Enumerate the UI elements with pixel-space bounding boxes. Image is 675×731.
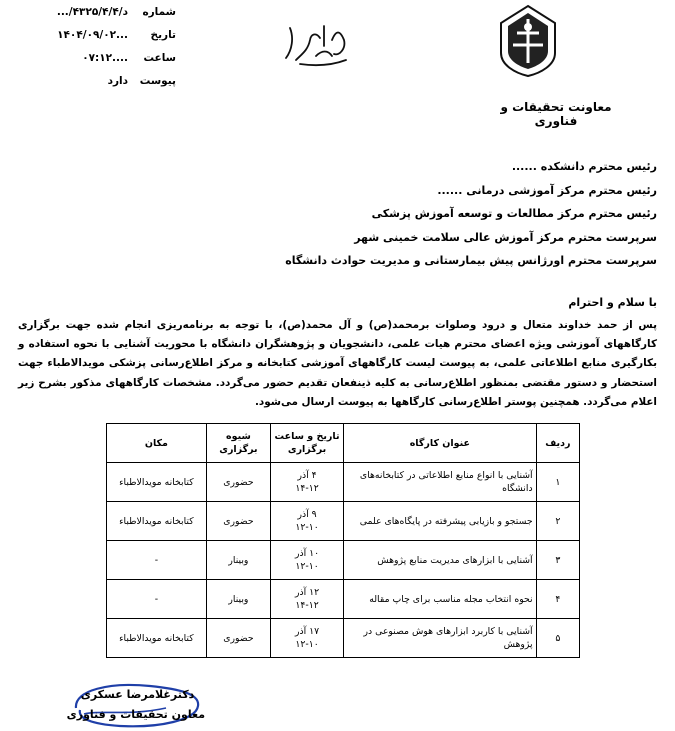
time-value: ۰۷:۱۲.... — [82, 52, 128, 64]
row-number: ۳ — [536, 541, 579, 580]
row-title: جستجو و بازیابی پیشرفته در پایگاه‌های علمی — [344, 502, 537, 541]
university-logo — [493, 3, 563, 78]
table-row — [107, 580, 580, 619]
row-datetime — [271, 580, 344, 619]
row-title: آشنایی با ابزارهای مدیریت منابع پژوهش — [344, 541, 537, 580]
greeting: با سلام و احترام — [568, 296, 657, 309]
row-number: ۱ — [536, 463, 579, 502]
row-time: ۱۴-۱۲ — [295, 483, 319, 494]
row-datetime — [271, 502, 344, 541]
time-row — [6, 52, 176, 75]
number-row — [6, 6, 176, 29]
signatory-title: معاون تحقیقات و فناوری — [66, 708, 205, 721]
date-row — [6, 29, 176, 52]
recipient-line: سرپرست محترم اورژانس پیش بیمارستانی و مدیریت حوادث دانشگاه — [285, 254, 657, 267]
row-datetime — [271, 463, 344, 502]
number-value: د/۴۳۲۵/۴/۴/... — [56, 6, 128, 18]
header-title: عنوان کارگاه — [344, 424, 537, 463]
attachment-label: پیوست — [139, 75, 176, 87]
row-date: ۱۲ آذر — [294, 587, 320, 598]
row-place: کتابخانه مویدالاطباء — [107, 619, 207, 658]
letter-metadata — [6, 6, 176, 98]
recipients-list — [157, 160, 657, 278]
recipient-line: رئیس محترم مرکز آموزشی درمانی ...... — [437, 183, 657, 197]
row-datetime — [271, 619, 344, 658]
row-title: آشنایی با انواع منابع اطلاعاتی در کتابخانه‌های دانشگاه — [344, 463, 537, 502]
row-mode: وبینار — [206, 580, 270, 619]
recipient-line: رئیس محترم مرکز مطالعات و توسعه آموزش پزشکی — [371, 207, 657, 220]
row-number: ۴ — [536, 580, 579, 619]
department-title: معاونت تحقیقات و فناوری — [500, 100, 612, 128]
row-place: کتابخانه مویدالاطباء — [107, 463, 207, 502]
row-time: ۱۲-۱۰ — [295, 522, 319, 533]
row-place: کتابخانه مویدالاطباء — [107, 502, 207, 541]
attachment-row — [6, 75, 176, 98]
row-date: ۹ آذر — [297, 509, 317, 520]
row-number: ۵ — [536, 619, 579, 658]
header-mode: شیوه برگزاری — [206, 424, 270, 463]
row-date: ۱۰ آذر — [294, 548, 320, 559]
attachment-value: دارد — [107, 75, 128, 87]
signature-block — [66, 680, 205, 730]
row-place: - — [107, 580, 207, 619]
workshops-table — [106, 423, 580, 658]
table-row — [107, 463, 580, 502]
row-title: نحوه انتخاب مجله مناسب برای چاپ مقاله — [344, 580, 537, 619]
row-time: ۱۲-۱۰ — [295, 561, 319, 572]
number-label: شماره — [142, 6, 176, 18]
row-place: - — [107, 541, 207, 580]
row-mode: حضوری — [206, 502, 270, 541]
recipient-line: سرپرست محترم مرکز آموزش عالی سلامت خمینی شهر — [354, 230, 657, 244]
body-paragraph: پس از حمد خداوند متعال و درود وصلوات برمحمد(ص) و آل محمد(ص)، با توجه به برنامه‌ریزی انجام شده جهت برگزاری کارگاههای آموزشی ویژه اعضای محترم هیات علمی، دانشجویان و پژوهشگران دانشگاه با محوریت آشنایی با نحوه استفاده و بکارگیری منابع اطلاعاتی علمی، به پیوست لیست کارگاههای آموزشی کتابخانه و مرکز اطلاع‌رسانی پزشکی مویدالاطباء جهت استحضار و دستور مقتضی بمنظور اطلاع‌رسانی به کلیه ذینفعان تقدیم حضور می‌گردد. مشخصات کارگاههای مذکور بشرح زیر اعلام می‌گردد. همچنین پوستر اطلاع‌رسانی کارگاهها به پیوست ارسال می‌شود. — [18, 319, 657, 408]
row-mode: حضوری — [206, 463, 270, 502]
row-time: ۱۲-۱۰ — [295, 639, 319, 650]
header-number: ردیف — [536, 424, 579, 463]
header-datetime: تاریخ و ساعت برگزاری — [271, 424, 344, 463]
table-row — [107, 502, 580, 541]
recipient-line: رئیس محترم دانشکده ...... — [511, 160, 657, 173]
row-date: ۱۷ آذر — [294, 626, 320, 637]
table-row — [107, 619, 580, 658]
bismillah-calligraphy — [280, 20, 352, 68]
row-number: ۲ — [536, 502, 579, 541]
row-mode: وبینار — [206, 541, 270, 580]
row-time: ۱۴-۱۲ — [295, 600, 319, 611]
row-date: ۴ آذر — [297, 470, 317, 481]
date-label: تاریخ — [150, 29, 176, 41]
row-mode: حضوری — [206, 619, 270, 658]
time-label: ساعت — [143, 52, 176, 64]
signatory-name: دکترغلامرضا عسکری — [80, 688, 195, 701]
date-value: ۱۴۰۴/۰۹/۰۲... — [57, 29, 128, 41]
row-title: آشنایی با کاربرد ابزارهای هوش مصنوعی در پژوهش — [344, 619, 537, 658]
row-datetime — [271, 541, 344, 580]
table-row — [107, 541, 580, 580]
header-place: مکان — [107, 424, 207, 463]
table-header-row — [107, 424, 580, 463]
